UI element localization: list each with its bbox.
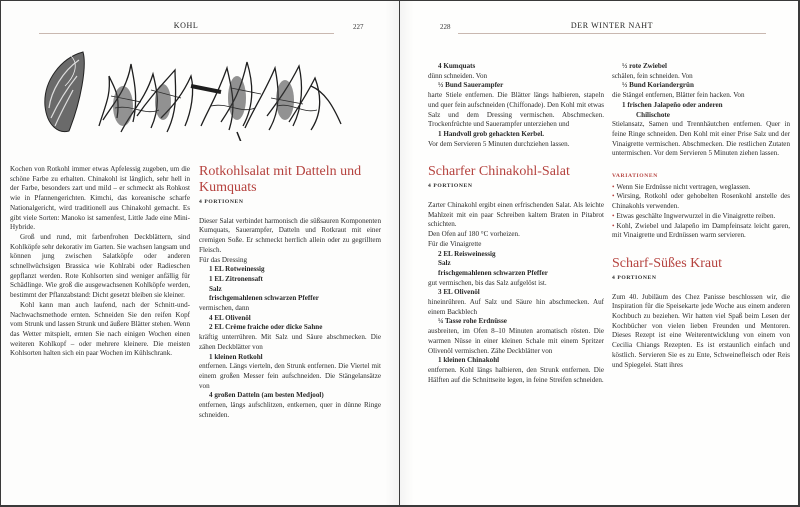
recipe-body <box>428 201 604 385</box>
variation-item <box>612 222 790 241</box>
recipe-intro: Zum 40. Jubiläum des Chez Panisse beschlossen wir, die Inspiration für die Speisekarte jede Woche aus einem anderen Kochbuch zu beziehen. Wir hatten viel Spaß beim Lesen der Kochbücher von vielen lieben Freunden und Mentoren. Dieses Rezept ist eine Weiterentwicklung von einem von Cecilia Chiangs Rezepten. Es ist erstaunlich einfach und köstlich. Servieren Sie es zu Ente, Schweinefleisch oder Reis und Spiegelei. Statt ihres <box>612 292 790 369</box>
recipe-title: Scharfer Chinakohl-Salat <box>428 164 570 180</box>
shredded-cabbage-pile-icon <box>99 62 341 141</box>
instruction-text: Vor dem Servieren 5 Minuten durchziehen lassen. <box>428 139 570 148</box>
right-page <box>400 1 798 505</box>
shredded-red-cabbage-illustration <box>41 46 356 141</box>
instruction-text: Dieser Salat verbindet harmonisch die süßsauren Komponenten Kumquats, Sauerampfer, Datteln und Rotkraut mit einer cremigen Soße. Er schmeckt herrlich allein oder zu gegrilltem Fleisch. <box>199 216 381 254</box>
instruction-text: gut vermischen, bis das Salz aufgelöst ist. <box>428 278 547 287</box>
recipe-body <box>199 217 381 421</box>
ingredient-line: 1 Handvoll grob gehackten Kerbel. <box>438 129 545 138</box>
ingredient-line: 4 EL Olivenöl <box>209 313 251 322</box>
bullet-icon: • <box>612 211 615 220</box>
instruction-text: Für die Vinaigrette <box>428 239 482 248</box>
gutter-shadow <box>385 1 399 505</box>
running-head: DER WINTER NAHT <box>570 21 654 30</box>
ingredient-line: 1 EL Zitronensaft <box>209 274 263 283</box>
running-head: KOHL <box>173 21 199 30</box>
variation-item <box>612 183 790 193</box>
ingredient-line: frischgemahlenen schwarzen Pfeffer <box>209 294 319 303</box>
bullet-icon: • <box>612 192 615 201</box>
instruction-text: kräftig unterrühren. Mit Salz und Säure abschmecken. Die zähen Deckblätter von <box>199 333 381 351</box>
variation-text: Etwas geschälte Ingwerwurzel in die Vinaigrette reiben. <box>616 211 776 220</box>
recipe-portions: 4 PORTIONEN <box>428 183 473 190</box>
variation-text: Kohl, Zwiebel und Jalapeño im Dampfeinsatz leicht garen, mit Vinaigrette und Erdnüssen warm servieren. <box>612 221 790 240</box>
recipe-rotkohlsalat <box>199 164 381 420</box>
instruction-text: Für das Dressing <box>199 255 248 264</box>
instruction-text: Stielansatz, Samen und Trennhäutchen entfernen. Quer in feine Ringe schneiden. Den Kohl mit einer Prise Salz und der Vinaigrette vermischen. Abschmecken. Die restlichen Zutaten untermischen. Vor dem Servieren 5 Minuten ziehen lassen. <box>612 120 790 158</box>
ingredient-line: 1 EL Rotweinessig <box>209 265 265 274</box>
header-rule <box>39 33 334 34</box>
ingredient-line: Salz <box>209 284 222 293</box>
recipe-column-1 <box>428 62 604 385</box>
intro-paragraph: Kochen von Rotkohl immer etwas Apfelessig zugeben, um die schöne Farbe zu erhalten. Chinakohl ist länglich, sehr hell in der Farbe, besonders zart und mild – er schmeckt als Rohkost wie in Pfannengerichten. Kimchi, das koreanische scharfe Nationalgericht, wird traditionell aus Chinakohl gemacht. Es gibt viele Sorten: Manoko ist samenfest, Little Jade eine Mini-Hybride. <box>10 165 190 232</box>
instruction-text: harte Stiele entfernen. Die Blätter längs halbieren, stapeln und quer fein aufschneiden (Chiffonade). Den Kohl mit etwas Salz und dem Dressing vermischen. Abschmecken. Trockenfrüchte und Sauerampfer unterziehen und <box>428 91 604 129</box>
ingredient-line: ¼ Tasse rohe Erdnüsse <box>438 317 507 326</box>
ingredient-line: 4 großen Datteln (am besten Medjool) <box>209 391 324 400</box>
recipe-portions: 4 PORTIONEN <box>199 199 244 205</box>
intro-column <box>10 165 190 359</box>
instruction-text: ausbreiten, im Ofen 8–10 Minuten aromatisch rösten. Die warmen Nüsse in einer kleinen Schale mit einem Spritzer Olivenöl vermischen. Zähe Deckblätter von <box>428 327 604 355</box>
instruction-text: schälen, fein schneiden. Von <box>612 71 693 80</box>
ingredient-line: 4 Kumquats <box>438 62 476 70</box>
recipe-continuation <box>428 62 604 149</box>
instruction-text: entfernen. Längs vierteln, den Strunk entfernen. Die Viertel mit einem großen Messer fein aufschneiden. Die Stängelansätze von <box>199 362 381 390</box>
ingredient-line: 1 kleinen Rotkohl <box>209 352 263 361</box>
ingredient-line: Chilischote <box>636 110 670 119</box>
bullet-icon: • <box>612 182 615 191</box>
ingredient-line: frischgemahlenen schwarzen Pfeffer <box>438 268 548 277</box>
gutter-shadow <box>400 1 414 505</box>
ingredient-line: 3 EL Olivenöl <box>438 288 480 297</box>
page-number: 227 <box>353 23 364 31</box>
ingredient-line: ½ Bund Sauerampfer <box>438 81 504 90</box>
variation-text: Wenn Sie Erdnüsse nicht vertragen, weglassen. <box>616 182 751 191</box>
header-rule <box>458 33 766 34</box>
variation-item <box>612 192 790 211</box>
ingredient-line: Salz <box>438 259 451 268</box>
intro-paragraph: Kohl kann man auch laufend, nach der Schnitt-und-Nachwachsmethode ernten. Schneiden Sie den reifen Kopf vom Strunk und lassen Strunk und äußere Blätter stehen. Wenn das Wetter mitspielt, ernten Sie nach einigen Wochen einen weiteren Kohlkopf – oder mehrere kleinere. Die meisten Kohlsorten halten sich ein paar Wochen im Kühlschrank. <box>10 300 190 358</box>
instruction-text: Zarter Chinakohl ergibt einen erfrischenden Salat. Als leichte Mahlzeit mit ein paar Schreiben kaltem Braten in Pitabrot schichten. <box>428 201 604 229</box>
page-number: 228 <box>440 23 451 31</box>
instruction-text: die Stängel entfernen, Blätter fein hacken. Von <box>612 91 745 100</box>
left-page <box>1 1 399 505</box>
ingredient-line: 2 EL Crème fraiche oder dicke Sahne <box>209 323 323 332</box>
instruction-text: dünn schneiden. Von <box>428 71 488 80</box>
ingredient-line: 1 kleinen Chinakohl <box>438 356 500 365</box>
ingredient-line: ½ rote Zwiebel <box>622 62 667 70</box>
variation-item <box>612 212 790 222</box>
ingredient-line: 1 frischen Jalapeño oder anderen <box>622 100 723 109</box>
variation-text: Wirsing, Rotkohl oder gehobelten Rosenkohl anstelle des Chinakohls verwenden. <box>612 192 790 211</box>
recipe-column-2 <box>612 62 790 370</box>
ingredient-line: 2 EL Reisweinessig <box>438 249 496 258</box>
variations-list <box>612 183 790 241</box>
instruction-text: entfernen. Kohl längs halbieren, den Strunk entfernen. Die Hälften auf die Schnittseite legen, in feine Streifen schneiden. <box>428 365 604 384</box>
recipe-continuation <box>612 62 790 159</box>
recipe-title: Rotkohlsalat mit Datteln und Kumquats <box>199 164 362 195</box>
recipe-title: Scharf-Süßes Kraut <box>612 255 723 271</box>
recipe-portions: 4 PORTIONEN <box>612 274 657 281</box>
variations-heading: VARIATIONEN <box>612 173 658 180</box>
instruction-text: entfernen, längs aufschlitzen, entkernen, quer in dünne Ringe schneiden. <box>199 401 381 419</box>
cabbage-wedge-icon <box>45 52 84 132</box>
instruction-text: hineinrühren. Auf Salz und Säure hin abschmecken. Auf einem Backblech <box>428 298 604 316</box>
instruction-text: Den Ofen auf 180 °C vorheizen. <box>428 230 520 239</box>
ingredient-line: ½ Bund Koriandergrün <box>622 81 694 90</box>
intro-paragraph: Groß und rund, mit farbenfrohen Deckblättern, sind Kohlköpfe sehr dekorativ im Garten. Sie wachsen langsam und können jung zwischen Salatköpfe oder anderen schnellwüchsigen Brassica wie Kohlrabi oder Radieschen gepflanzt werden. Rote Kohlsorten sind weniger anfällig für Schädlinge. Wie groß die ausgewachsenen Kohlköpfe werden, bestimmt der Pflanzabstand: Dicht gesetzt bleiben sie kleiner. <box>10 232 190 300</box>
instruction-text: vermischen, dann <box>199 304 250 313</box>
bullet-icon: • <box>612 221 615 230</box>
